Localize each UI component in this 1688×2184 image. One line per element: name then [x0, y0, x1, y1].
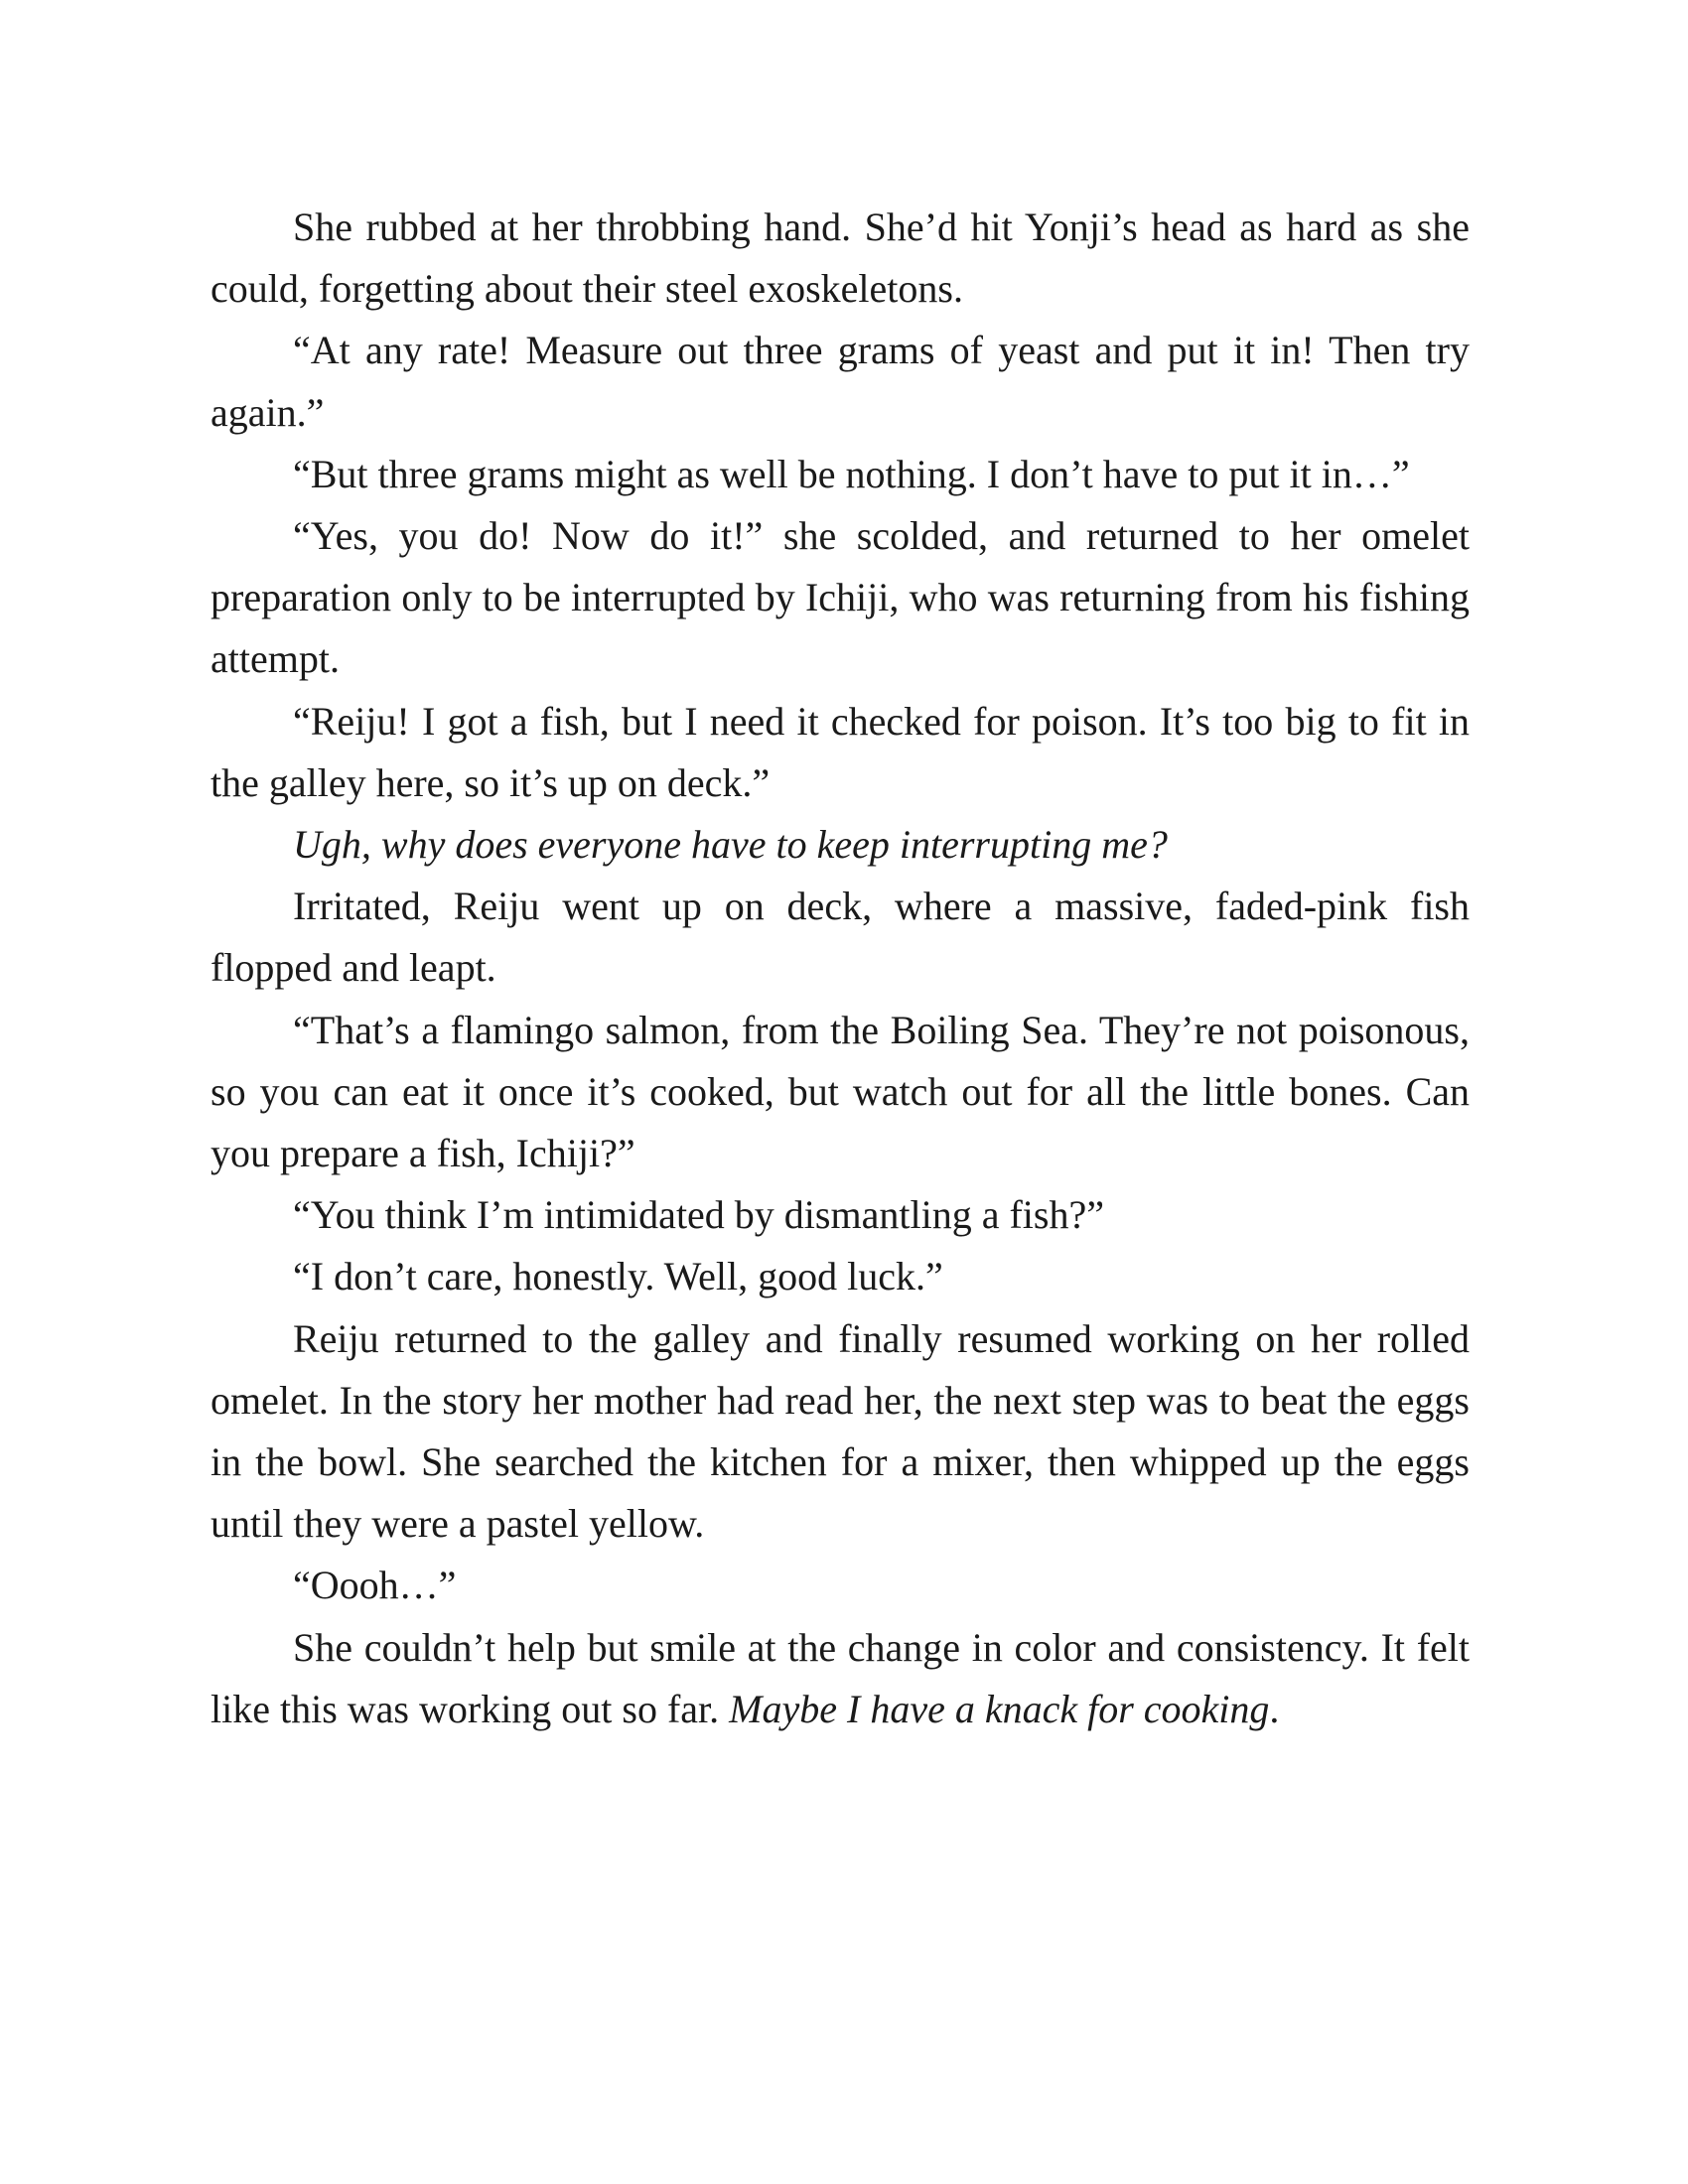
- text-run: “I don’t care, honestly. Well, good luck.”: [293, 1254, 943, 1299]
- text-run: Reiju returned to the galley and finally resumed working on her rolled omelet. In the story her mother had read her, the next step was to beat the eggs in the bowl. She searched the kitchen for a mixer, then whipped up the eggs until they were a pastel yellow.: [211, 1315, 1470, 1547]
- paragraph: [211, 1617, 1470, 1740]
- paragraph: [211, 814, 1470, 876]
- italic-text-run: Maybe I have a knack for cooking: [729, 1686, 1270, 1731]
- document-body: [211, 197, 1470, 1740]
- paragraph: [211, 876, 1470, 999]
- text-run: She rubbed at her throbbing hand. She’d hit Yonji’s head as hard as she could, forgetting about their steel exoskeletons.: [211, 205, 1470, 312]
- text-run: “That’s a flamingo salmon, from the Boiling Sea. They’re not poisonous, so you can eat it once it’s cooked, but watch out for all the little bones. Can you prepare a fish, Ichiji?”: [211, 1007, 1470, 1176]
- text-run: “But three grams might as well be nothing. I don’t have to put it in…”: [293, 451, 1410, 496]
- paragraph: [211, 1308, 1470, 1556]
- text-run: “Reiju! I got a fish, but I need it checked for poison. It’s too big to fit in the galley here, so it’s up on deck.”: [211, 698, 1470, 805]
- paragraph: [211, 1184, 1470, 1246]
- text-run: Irritated, Reiju went up on deck, where a massive, faded-pink fish flopped and leapt.: [211, 884, 1470, 991]
- text-run: .: [1269, 1686, 1280, 1731]
- paragraph: [211, 1246, 1470, 1307]
- text-run: She couldn’t help but smile at the change in color and consistency. It felt like this was working out so far.: [211, 1624, 1470, 1731]
- text-run: “You think I’m intimidated by dismantling a fish?”: [293, 1192, 1104, 1238]
- text-run: “Oooh…”: [293, 1563, 457, 1608]
- paragraph: [211, 444, 1470, 505]
- paragraph: [211, 1000, 1470, 1185]
- paragraph: [211, 197, 1470, 320]
- text-run: “Yes, you do! Now do it!” she scolded, and returned to her omelet preparation only to be interrupted by Ichiji, who was returning from his fishing attempt.: [211, 513, 1470, 682]
- paragraph: [211, 691, 1470, 814]
- text-run: “At any rate! Measure out three grams of yeast and put it in! Then try again.”: [211, 328, 1470, 435]
- paragraph: [211, 320, 1470, 443]
- paragraph: [211, 505, 1470, 691]
- italic-text-run: Ugh, why does everyone have to keep interrupting me?: [293, 822, 1168, 868]
- paragraph: [211, 1555, 1470, 1616]
